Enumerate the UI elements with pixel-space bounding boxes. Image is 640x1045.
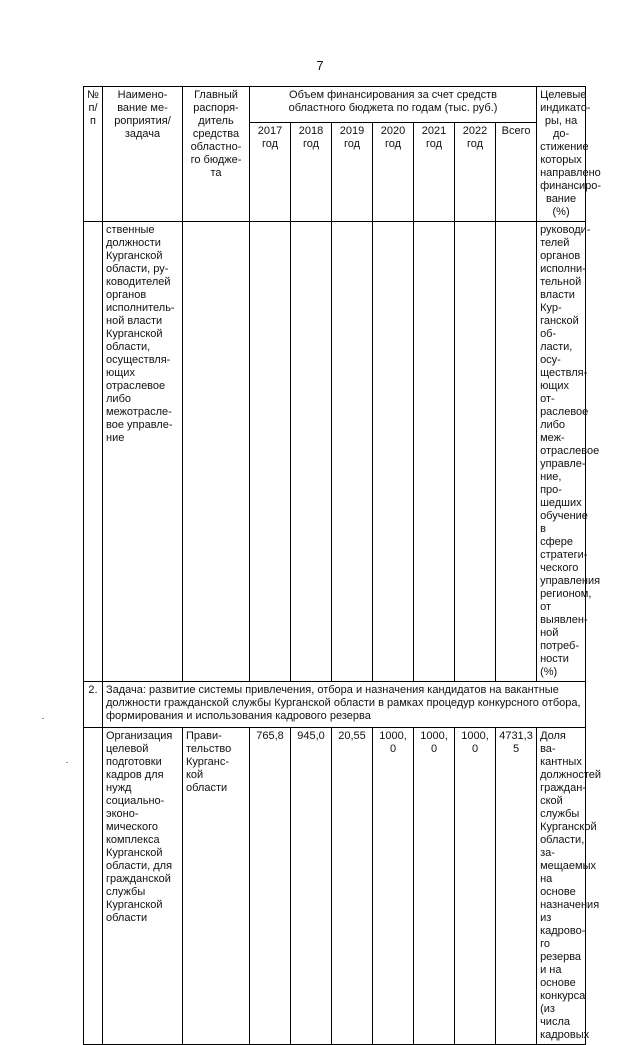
continuation-2020 [373, 222, 414, 682]
header-year-2017: 2017 год [250, 122, 291, 221]
continuation-num [84, 222, 103, 682]
activity-row [84, 728, 586, 1045]
activity-indicator: Доля ва- кантных должностей граждан- ской службы Курганской области, за- мещаемых на основе назначения из кадрово- го резерва и на основе конкурса (из числа кадровых [537, 728, 586, 1045]
page-number: 7 [316, 58, 324, 73]
activity-total: 4731,3 5 [496, 728, 537, 1045]
header-name: Наимено- вание ме- роприятия/ задача [103, 87, 183, 222]
continuation-2019 [332, 222, 373, 682]
activity-admin: Прави- тельство Курганс- кой области [183, 728, 250, 1045]
header-year-2018: 2018 год [291, 122, 332, 221]
continuation-2022 [455, 222, 496, 682]
activity-value-2022: 1000, 0 [455, 728, 496, 1045]
scan-speck [66, 762, 68, 763]
continuation-row [84, 222, 586, 682]
header-indicators: Целевые индикато- ры, на до- стижение которых направлено финансиро- вание (%) [537, 87, 586, 222]
activity-value-2020: 1000, 0 [373, 728, 414, 1045]
header-total: Всего [496, 122, 537, 221]
continuation-2018 [291, 222, 332, 682]
activity-value-2017: 765,8 [250, 728, 291, 1045]
continuation-name: ственные должности Курганской области, ру- ководителей органов исполнитель- ной власти Курганской области, осуществля- ющих отраслевое либо межотрасле- вое управле- ние [103, 222, 183, 682]
header-year-2021: 2021 год [414, 122, 455, 221]
task-text: Задача: развитие системы привлечения, отбора и назначения кандидатов на вакантные должности гражданской службы Курганской области в рамках процедур конкурсного отбора, формирования и использования кадрового резерва [103, 682, 586, 728]
continuation-total [496, 222, 537, 682]
header-admin: Главный распоря- дитель средства областно- го бюдже- та [183, 87, 250, 222]
continuation-indicator: руководи- телей органов исполни- тельной власти Кур- ганской об- ласти, осу- ществля- ющих от- раслевое либо меж- отраслевое управле- ние, про- шедших обучение в сфере стратеги- ческого управления регионом, от выявлен- ной потреб- ности (%) [537, 222, 586, 682]
header-num: № п/ п [84, 87, 103, 222]
continuation-admin [183, 222, 250, 682]
header-year-2019: 2019 год [332, 122, 373, 221]
activity-num [84, 728, 103, 1045]
funding-table [83, 86, 602, 1045]
scan-speck [42, 718, 44, 719]
activity-value-2021: 1000, 0 [414, 728, 455, 1045]
task-num: 2. [84, 682, 103, 728]
header-year-2022: 2022 год [455, 122, 496, 221]
activity-name: Организация целевой подготовки кадров для нужд социально- эконо- мического комплекса Курганской области, для гражданской службы Курганской области [103, 728, 183, 1045]
task-row [84, 682, 586, 728]
activity-value-2018: 945,0 [291, 728, 332, 1045]
continuation-2021 [414, 222, 455, 682]
header-row-1 [84, 87, 586, 123]
activity-value-2019: 20,55 [332, 728, 373, 1045]
header-funding: Объем финансирования за счет средств областного бюджета по годам (тыс. руб.) [250, 87, 537, 123]
header-year-2020: 2020 год [373, 122, 414, 221]
continuation-2017 [250, 222, 291, 682]
